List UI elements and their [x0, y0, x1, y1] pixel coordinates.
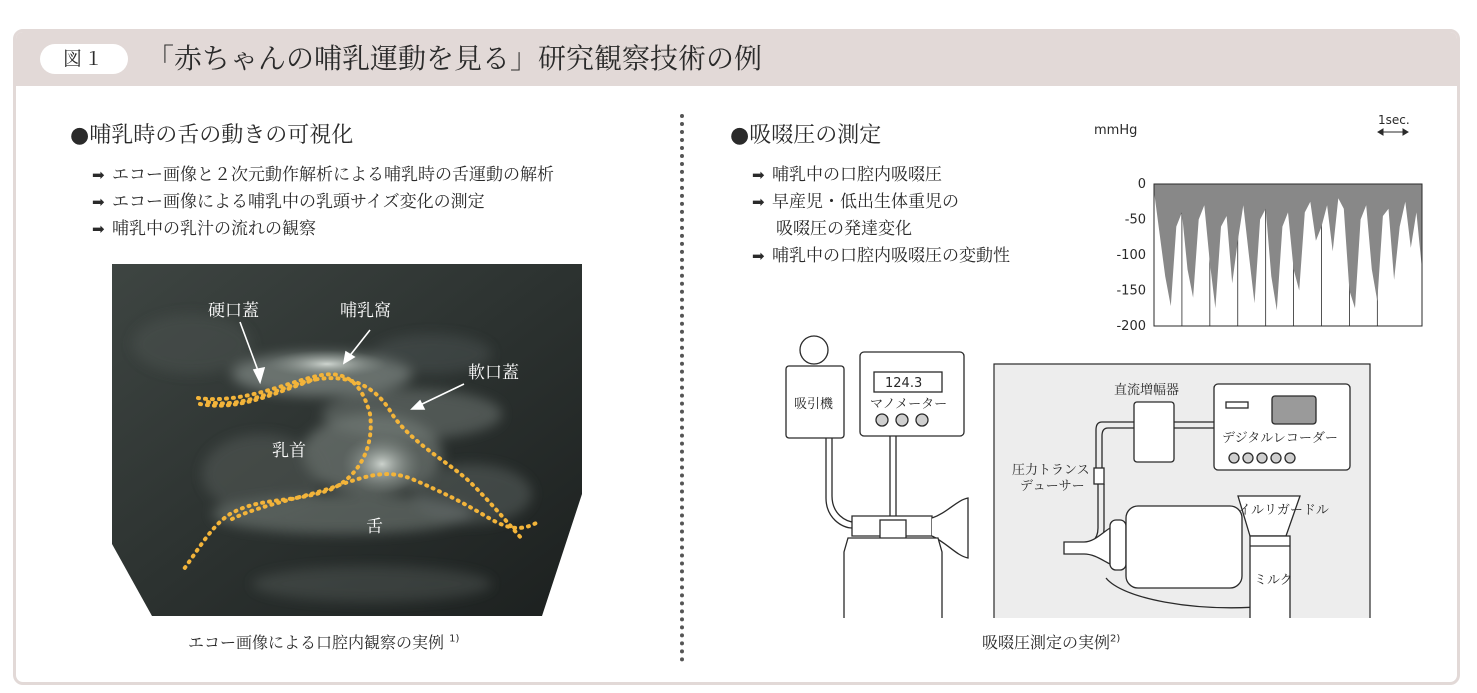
- irrigator-label: イルリガードル: [1238, 503, 1329, 518]
- figure-frame: [13, 29, 1460, 685]
- right-item-1-text: 哺乳中の口腔内吸啜圧: [771, 165, 942, 185]
- right-item-2: [752, 187, 959, 212]
- feeding-bottle: [1126, 506, 1242, 588]
- chart-ytick-label: -200: [1116, 319, 1146, 334]
- suction-head-icon: [800, 336, 828, 364]
- arrow-right-icon: ➡: [92, 166, 105, 184]
- chart-ytick-label: -100: [1116, 248, 1146, 263]
- figure-header: [16, 32, 1457, 86]
- label-hard-palate: 硬口蓋: [208, 301, 259, 321]
- right-caption: [982, 630, 1120, 653]
- arrow-right-icon: ➡: [752, 247, 765, 265]
- right-item-2-text: 早産児・低出生体重児の: [771, 192, 959, 212]
- right-item-3: [752, 241, 1010, 266]
- pressure-chart: [1088, 114, 1428, 344]
- chart-time-scale-label: 1sec.: [1378, 114, 1410, 127]
- suction-device-label: 吸引機: [794, 397, 834, 412]
- left-item-2: [92, 187, 485, 212]
- left-item-3: [92, 214, 316, 239]
- left-section-title: ●哺乳時の舌の動きの可視化: [70, 123, 354, 148]
- arrow-right-icon: ➡: [752, 166, 765, 184]
- right-item-1: [752, 160, 942, 185]
- chart-area-series: [1154, 184, 1422, 310]
- chart-ytick-label: -150: [1116, 283, 1146, 299]
- manometer-box: [860, 352, 964, 436]
- pressure-transducer-label-1: 圧力トランス: [1012, 463, 1090, 478]
- ultrasound-image: [112, 264, 582, 616]
- left-item-1: [92, 160, 554, 185]
- dc-amplifier-label: 直流増幅器: [1114, 383, 1180, 398]
- digital-recorder-label: デジタルレコーダー: [1222, 431, 1338, 446]
- milk-label: ミルク: [1254, 573, 1293, 588]
- bottle-collar: [1110, 520, 1126, 570]
- section-divider: [680, 114, 684, 662]
- right-item-3-text: 哺乳中の口腔内吸啜圧の変動性: [771, 246, 1010, 266]
- left-caption-ref: 1): [449, 633, 460, 645]
- figure-label: 図１: [40, 44, 128, 74]
- arrow-right-icon: ➡: [92, 220, 105, 238]
- chart-ytick-labels: [1116, 177, 1146, 334]
- chart-ylabel: mmHg: [1094, 123, 1138, 138]
- left-item-2-text: エコー画像による哺乳中の乳頭サイズ変化の測定: [111, 192, 485, 212]
- manometer-label: マノメーター: [870, 397, 948, 412]
- label-soft-palate: 軟口蓋: [468, 363, 519, 383]
- arrow-right-icon: ➡: [752, 193, 765, 211]
- label-nipple: 乳首: [272, 441, 306, 461]
- chart-ytick-label: 0: [1137, 177, 1146, 192]
- chart-ytick-label: -50: [1124, 212, 1146, 228]
- pressure-transducer-label-2: デューサー: [1020, 479, 1085, 494]
- arrow-right-icon: ➡: [92, 193, 105, 211]
- right-item-2-cont: 吸啜圧の発達変化: [776, 219, 912, 239]
- right-caption-ref: 2): [1110, 633, 1121, 645]
- left-caption: [188, 630, 459, 653]
- label-tongue: 舌: [366, 517, 383, 537]
- left-item-3-text: 哺乳中の乳汁の流れの観察: [111, 219, 316, 239]
- left-item-1-text: エコー画像と２次元動作解析による哺乳時の舌運動の解析: [111, 165, 554, 185]
- right-caption-text: 吸啜圧測定の実例: [982, 633, 1111, 652]
- pressure-transducer: [1094, 468, 1104, 484]
- dc-amplifier-box: [1134, 402, 1174, 462]
- time-scale-arrow: [1378, 129, 1408, 135]
- apparatus-diagram: [772, 328, 1372, 618]
- manometer-value: 124.3: [885, 376, 923, 391]
- right-section-title: ●吸啜圧の測定: [730, 123, 882, 148]
- figure-title: 「赤ちゃんの哺乳運動を見る」研究観察技術の例: [146, 42, 763, 75]
- left-caption-text: エコー画像による口腔内観察の実例: [188, 633, 445, 652]
- collection-bottle: [844, 538, 942, 618]
- label-nipple-cavity: 哺乳窩: [340, 301, 391, 321]
